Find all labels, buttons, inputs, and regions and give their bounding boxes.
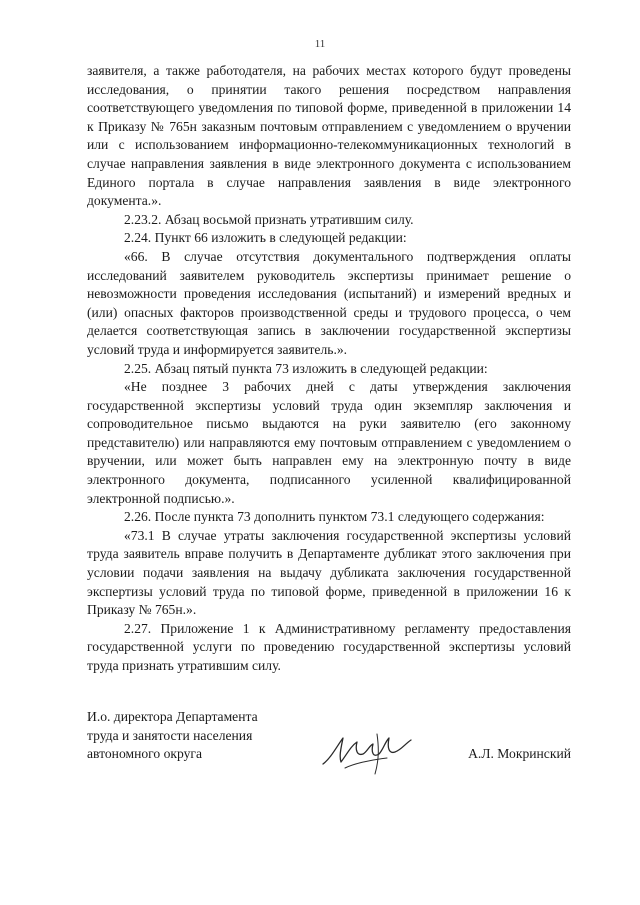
- paragraph-quote-73-1: «73.1 В случае утраты заключения государственной экспертизы условий труда заявитель вправе получить в Департаменте дубликат этого заключения при условии подачи заявления на выдачу дубликата заключения государственной экспертизы условий труда по типовой форме, приведенной в приложении 16 к Приказу № 765н.».: [87, 527, 571, 618]
- paragraph-2-24: 2.24. Пункт 66 изложить в следующей редакции:: [124, 230, 407, 246]
- page-number: 11: [314, 38, 326, 50]
- paragraph-2-23-2: 2.23.2. Абзац восьмой признать утратившим силу.: [124, 211, 414, 227]
- paragraph-2-26: 2.26. После пункта 73 дополнить пунктом 73.1 следующего содержания:: [124, 509, 545, 525]
- signatory-position: [87, 708, 258, 764]
- paragraph-2-27: 2.27. Приложение 1 к Административному регламенту предоставления государственной услуги по проведению государственной экспертизы условий труда признать утратившим силу.: [87, 620, 571, 673]
- paragraph-quote-73: «Не позднее 3 рабочих дней с даты утверждения заключения государственной экспертизы условий труда один экземпляр заключения и сопроводительное письмо выдаются на руки заявителю (его законному представителю) или направляются ему почтовым отправлением с уведомлением о вручении, или может быть направлен ему на электронную почту в виде электронного документа, подписанного усиленной квалифицированной электронной подписью.».: [87, 379, 571, 506]
- signatory-position-line: автономного округа: [87, 746, 203, 762]
- paragraph-quote-66: «66. В случае отсутствия документального подтверждения оплаты исследований заявителем руководитель экспертизы принимает решение о невозможности проведения исследования (испытаний) и измерений вредных и (или) опасных факторов производственной среды и трудового процесса, о чем делается соответствующая запись в заключении государственной экспертизы условий труда и информируется заявитель.».: [87, 248, 571, 357]
- signatory-position-line: труда и занятости населения: [87, 727, 253, 743]
- paragraph-2-25: 2.25. Абзац пятый пункта 73 изложить в следующей редакции:: [124, 360, 488, 376]
- paragraph-continuation: заявителя, а также работодателя, на рабочих местах которого будут проведены исследования, о принятии такого решения посредством направления соответствующего уведомления по типовой форме, приведенной в приложении 14 к Приказу № 765н заказным почтовым отправлением с уведомлением о вручении или с использованием информационно-телекоммуникационных технологий в случае направления заявления в виде электронного документа с использованием Единого портала в случае направления заявления в виде электронного документа.».: [87, 63, 571, 209]
- document-body: [87, 62, 571, 676]
- signature-block: [87, 708, 571, 788]
- handwritten-signature: [317, 724, 417, 776]
- signatory-name: А.Л. Мокринский: [468, 746, 571, 761]
- signatory-position-line: И.о. директора Департамента: [87, 709, 258, 724]
